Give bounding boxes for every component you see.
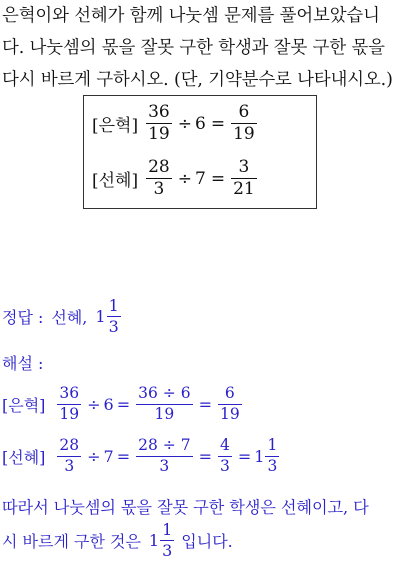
- answer-text: 선혜,: [51, 308, 88, 327]
- divisor: 7: [195, 168, 206, 189]
- problem-line-2: 다. 나눗셈의 몫을 잘못 구한 학생과 잘못 구한 몫을: [2, 38, 385, 58]
- fraction: [136, 386, 192, 422]
- whole-number: 1: [95, 307, 106, 326]
- answer-line: [2, 298, 124, 335]
- equals-sign: =: [198, 394, 212, 414]
- solution-label: 해설 :: [2, 354, 44, 373]
- equals-sign: =: [116, 394, 131, 414]
- fraction: [265, 438, 279, 474]
- fraction: [107, 298, 121, 335]
- fraction: [146, 104, 172, 143]
- divisor: 6: [195, 113, 206, 134]
- equals-sign: =: [210, 168, 226, 189]
- answer-label: 정답 :: [2, 308, 44, 327]
- problem-line-1: 은혁이와 선혜가 함께 나눗셈 문제를 풀어보았습니: [2, 6, 380, 26]
- denominator: 19: [233, 124, 255, 144]
- divide-sign: ÷: [177, 113, 192, 134]
- numerator: 36: [59, 384, 80, 402]
- denominator: 3: [153, 179, 165, 199]
- problem-line-3: 다시 바르게 구하시오. (단, 기약분수로 나타내시오.): [2, 70, 393, 90]
- numerator: 3: [238, 157, 250, 177]
- divide-sign: ÷: [177, 168, 192, 189]
- whole-number: 1: [148, 531, 160, 550]
- fraction: [146, 159, 172, 198]
- equals-sign: =: [116, 446, 131, 466]
- student-label: [선혜]: [2, 447, 46, 467]
- numerator: 1: [162, 520, 173, 539]
- student-label: [선혜]: [92, 171, 139, 191]
- denominator: 3: [159, 456, 170, 475]
- divisor: 6: [103, 394, 114, 414]
- conclusion-text: 시 바르게 구한 것은: [2, 532, 141, 551]
- denominator: 3: [162, 541, 173, 560]
- denominator: 19: [148, 124, 170, 144]
- conclusion-line-1: 따라서 나눗셈의 몫을 잘못 구한 학생은 선혜이고, 다: [2, 498, 369, 517]
- numerator: 4: [219, 436, 230, 454]
- denominator: 21: [233, 179, 255, 199]
- numerator: 6: [224, 384, 235, 402]
- fraction: [218, 386, 242, 422]
- denominator: 19: [219, 404, 240, 423]
- fraction: [231, 104, 257, 143]
- numerator: 6: [238, 102, 250, 122]
- equals-sign: =: [198, 446, 212, 466]
- fraction: [218, 438, 232, 474]
- denominator: 19: [59, 404, 80, 423]
- numerator: 36: [148, 102, 170, 122]
- fraction: [57, 386, 81, 422]
- divisor: 7: [103, 446, 114, 466]
- divide-sign: ÷: [87, 446, 101, 466]
- box-row-seonhye: [92, 159, 260, 198]
- numerator: 28 ÷ 7: [138, 436, 191, 454]
- denominator: 19: [154, 404, 175, 423]
- box-row-eunhyuk: [92, 104, 260, 143]
- denominator: 3: [219, 456, 230, 475]
- student-label: [은혁]: [2, 395, 46, 415]
- student-label: [은혁]: [92, 116, 139, 136]
- student-work-box: [83, 95, 317, 209]
- numerator: 1: [267, 436, 278, 454]
- divide-sign: ÷: [87, 394, 101, 414]
- solution-row-seonhye: [2, 438, 282, 474]
- fraction: [57, 438, 81, 474]
- fraction: [231, 159, 257, 198]
- fraction: [136, 438, 192, 474]
- denominator: 3: [108, 317, 119, 336]
- denominator: 3: [64, 456, 75, 475]
- solution-row-eunhyuk: [2, 386, 245, 422]
- numerator: 28: [59, 436, 80, 454]
- equals-sign: =: [210, 113, 226, 134]
- whole-number: 1: [254, 446, 265, 466]
- numerator: 36 ÷ 6: [138, 384, 191, 402]
- conclusion-text-end: 입니다.: [181, 532, 233, 551]
- numerator: 28: [148, 157, 170, 177]
- denominator: 3: [267, 456, 278, 475]
- fraction: [160, 522, 174, 559]
- conclusion-line-2: [2, 522, 233, 559]
- equals-sign: =: [237, 446, 252, 466]
- numerator: 1: [108, 296, 119, 315]
